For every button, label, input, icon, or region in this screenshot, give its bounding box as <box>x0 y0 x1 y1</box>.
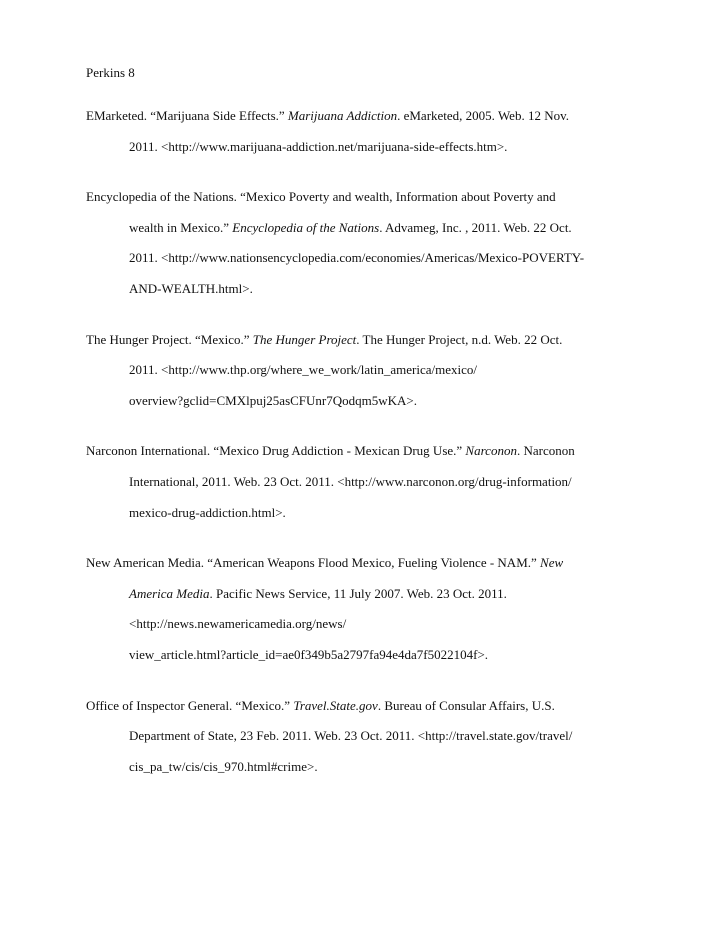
citation-text: . Narconon <box>516 443 575 458</box>
citation-line <box>129 361 477 379</box>
citation-line <box>129 249 584 267</box>
citation-text: 2011. <http://www.nationsencyclopedia.com/economies/Americas/Mexico-POVERTY- <box>129 250 585 265</box>
citation-line <box>129 727 572 745</box>
citation-line <box>86 107 569 125</box>
citation-text: 2011. <http://www.marijuana-addiction.net/marijuana-side-effects.htm>. <box>129 139 508 154</box>
citation-title-italic: Narconon <box>465 443 517 458</box>
citation-title-italic: New <box>540 555 564 570</box>
citation-text: cis_pa_tw/cis/cis_970.html#crime>. <box>129 759 318 774</box>
citation-line <box>129 646 488 664</box>
citation-line <box>86 697 555 715</box>
citation-line <box>86 188 556 206</box>
citation-text: . The Hunger Project, n.d. Web. 22 Oct. <box>356 332 563 347</box>
citation-text: . Pacific News Service, 11 July 2007. Web. 23 Oct. 2011. <box>209 586 507 601</box>
citation-title-italic: Encyclopedia of the Nations <box>232 220 380 235</box>
citation-text: . Advameg, Inc. , 2011. Web. 22 Oct. <box>379 220 572 235</box>
citation-line <box>129 219 572 237</box>
citation-text: Department of State, 23 Feb. 2011. Web. 23 Oct. 2011. <http://travel.state.gov/travel/ <box>129 728 573 743</box>
citation-text: New American Media. “American Weapons Flood Mexico, Fueling Violence - NAM.” <box>86 555 541 570</box>
citation-text: AND-WEALTH.html>. <box>129 281 253 296</box>
citation-text: <http://news.newamericamedia.org/news/ <box>129 616 347 631</box>
citation-text: overview?gclid=CMXlpuj25asCFUnr7Qodqm5wKA>. <box>129 393 417 408</box>
citation-line <box>86 442 575 460</box>
citation-line <box>129 504 286 522</box>
citation-line <box>86 331 562 349</box>
citation-line <box>129 758 318 776</box>
citation-line <box>129 585 507 603</box>
citation-title-italic: The Hunger Project <box>252 332 357 347</box>
citation-line <box>129 138 507 156</box>
citation-title-italic: Marijuana Addiction <box>287 108 398 123</box>
citation-text: International, 2011. Web. 23 Oct. 2011. <http://www.narconon.org/drug-information/ <box>129 474 572 489</box>
citation-text: wealth in Mexico.” <box>129 220 233 235</box>
citation-text: EMarketed. “Marijuana Side Effects.” <box>86 108 288 123</box>
citation-line <box>129 473 572 491</box>
citation-line <box>129 615 346 633</box>
citation-text: . eMarketed, 2005. Web. 12 Nov. <box>397 108 569 123</box>
citation-text: view_article.html?article_id=ae0f349b5a2797fa94e4da7f5022104f>. <box>129 647 489 662</box>
citation-title-italic: Travel.State.gov <box>293 698 378 713</box>
citation-line <box>129 280 253 298</box>
citation-text: mexico-drug-addiction.html>. <box>129 505 286 520</box>
citation-text: Narconon International. “Mexico Drug Addiction - Mexican Drug Use.” <box>86 443 466 458</box>
citation-title-italic: America Media <box>129 586 210 601</box>
citation-text: Office of Inspector General. “Mexico.” <box>86 698 294 713</box>
citation-text: Encyclopedia of the Nations. “Mexico Poverty and wealth, Information about Poverty and <box>86 189 556 204</box>
page-header: Perkins 8 <box>86 65 135 80</box>
citation-text: . Bureau of Consular Affairs, U.S. <box>377 698 555 713</box>
citation-line <box>86 554 563 572</box>
citation-text: The Hunger Project. “Mexico.” <box>86 332 253 347</box>
citation-text: 2011. <http://www.thp.org/where_we_work/latin_america/mexico/ <box>129 362 478 377</box>
citation-line <box>129 392 417 410</box>
